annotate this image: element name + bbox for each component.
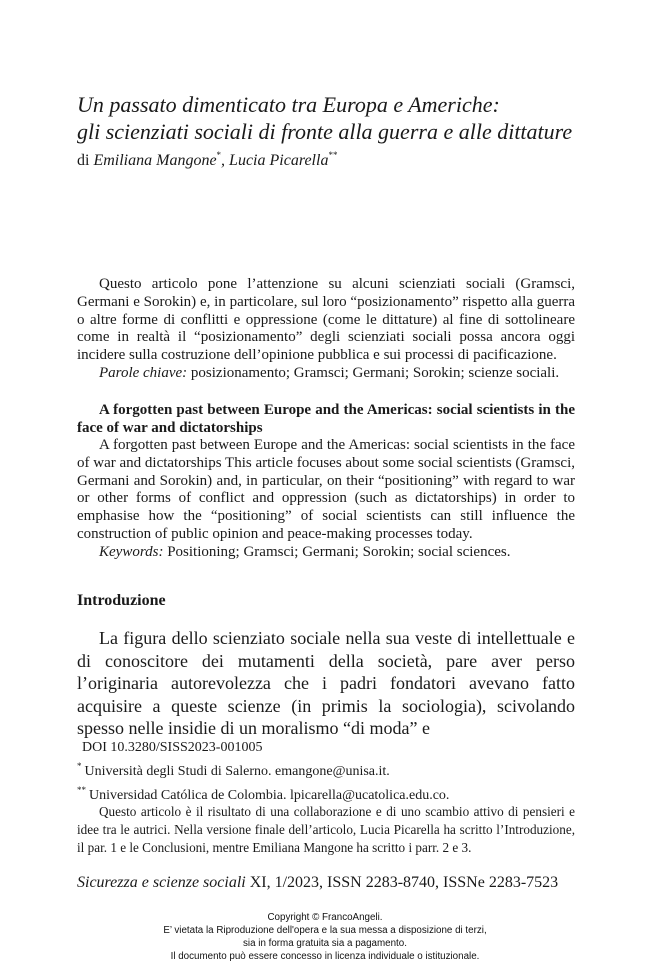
author-2: Lucia Picarella — [229, 152, 329, 169]
byline — [77, 146, 597, 170]
title-block — [77, 91, 597, 170]
italian-keywords-label: Parole chiave: — [99, 364, 188, 381]
author-2-mark: ** — [328, 150, 338, 160]
author-1: Emiliana Mangone — [93, 152, 217, 169]
english-keywords-label: Keywords: — [99, 543, 164, 560]
footnote-2 — [77, 781, 575, 805]
footnote-2-mark: ** — [77, 785, 86, 795]
title-line-1: Un passato dimenticato tra Europa e Americhe: — [77, 92, 500, 117]
abstract-english-text: A forgotten past between Europe and the Americas: social scientists in the face of war and dictatorships This article focuses about some social scientists (Gramsci, Germani and Sorokin) and, in particular, on their “positioning” with regard to war or other forms of conflict and oppression (such as dictatorships) in order to emphasise how the “positioning” of social scientists can still influence the construction of public opinion and peace-making processes today. — [77, 437, 575, 542]
introduction-body — [77, 627, 575, 740]
article-title — [77, 91, 597, 145]
author-1-mark: * — [216, 150, 222, 160]
copyright-notice — [0, 911, 650, 963]
title-line-2: gli scienziati sociali di fronte alla guerra e alle dittature — [77, 119, 573, 144]
footnote-1-text: Università degli Studi di Salerno. emangone@unisa.it. — [84, 764, 390, 779]
author-separator: , — [221, 152, 230, 169]
byline-prefix: di — [77, 152, 94, 169]
italian-keywords — [77, 365, 575, 383]
footnote-2-text: Universidad Católica de Colombia. lpicarella@ucatolica.edu.co. — [89, 788, 450, 803]
abstract-italian — [77, 276, 575, 383]
section-heading-introduzione: Introduzione — [77, 592, 166, 609]
copyright-line-2: E’ vietata la Riproduzione dell'opera e la sua messa a disposizione di terzi, — [163, 925, 487, 936]
footnote-1 — [77, 757, 575, 781]
copyright-line-3: sia in forma gratuita sia a pagamento. — [243, 938, 407, 949]
copyright-line-4: Il documento può essere concesso in licenza individuale o istituzionale. — [170, 951, 480, 962]
abstract-italian-text: Questo articolo pone l’attenzione su alcuni scienziati sociali (Gramsci, Germani e Sorokin) e, in particolare, sul loro “posizionamento” rispetto alla guerra o altre forme di conflitti e oppressione (come le dittature) al fine di sottolineare come in realtà il “posizionamento” degli scienziati sociali possa ancora oggi incidere sulla costruzione dell’opinione pubblica e sui processi di pacificazione. — [77, 276, 575, 364]
introduction-paragraph: La figura dello scienziato sociale nella sua veste di intellettuale e di conoscitore dei mutamenti della società, pare aver perso l’originaria autorevolezza che i padri fondatori avevano fatto acquisire a queste scienze (in primis la sociologia), scivolando spesso nelle insidie di un moralismo “di moda” e — [77, 628, 575, 739]
doi: DOI 10.3280/SISS2023-001005 — [82, 740, 263, 755]
journal-details: XI, 1/2023, ISSN 2283-8740, ISSNe 2283-7523 — [245, 874, 559, 891]
english-abstract-title: A forgotten past between Europe and the Americas: social scientists in the face of war and dictatorships — [77, 402, 575, 436]
authorship-note — [77, 803, 575, 856]
english-keywords-list: Positioning; Gramsci; Germani; Sorokin; social sciences. — [163, 543, 511, 560]
italian-keywords-list: posizionamento; Gramsci; Germani; Sorokin; scienze sociali. — [187, 364, 560, 381]
journal-citation — [77, 874, 577, 892]
copyright-line-1: Copyright © FrancoAngeli. — [267, 912, 383, 923]
footnote-1-mark: * — [77, 761, 82, 771]
journal-name: Sicurezza e scienze sociali — [77, 874, 246, 891]
footnotes — [77, 738, 575, 805]
english-keywords — [77, 544, 575, 562]
abstract-english — [77, 437, 575, 562]
authorship-note-text: Questo articolo è il risultato di una collaborazione e di uno scambio attivo di pensieri e idee tra le autrici. Nella versione finale dell’articolo, Lucia Picarella ha scritto l’Introduzione, il par. 1 e le Conclusioni, mentre Emiliana Mangone ha scritto i parr. 2 e 3. — [77, 804, 575, 855]
